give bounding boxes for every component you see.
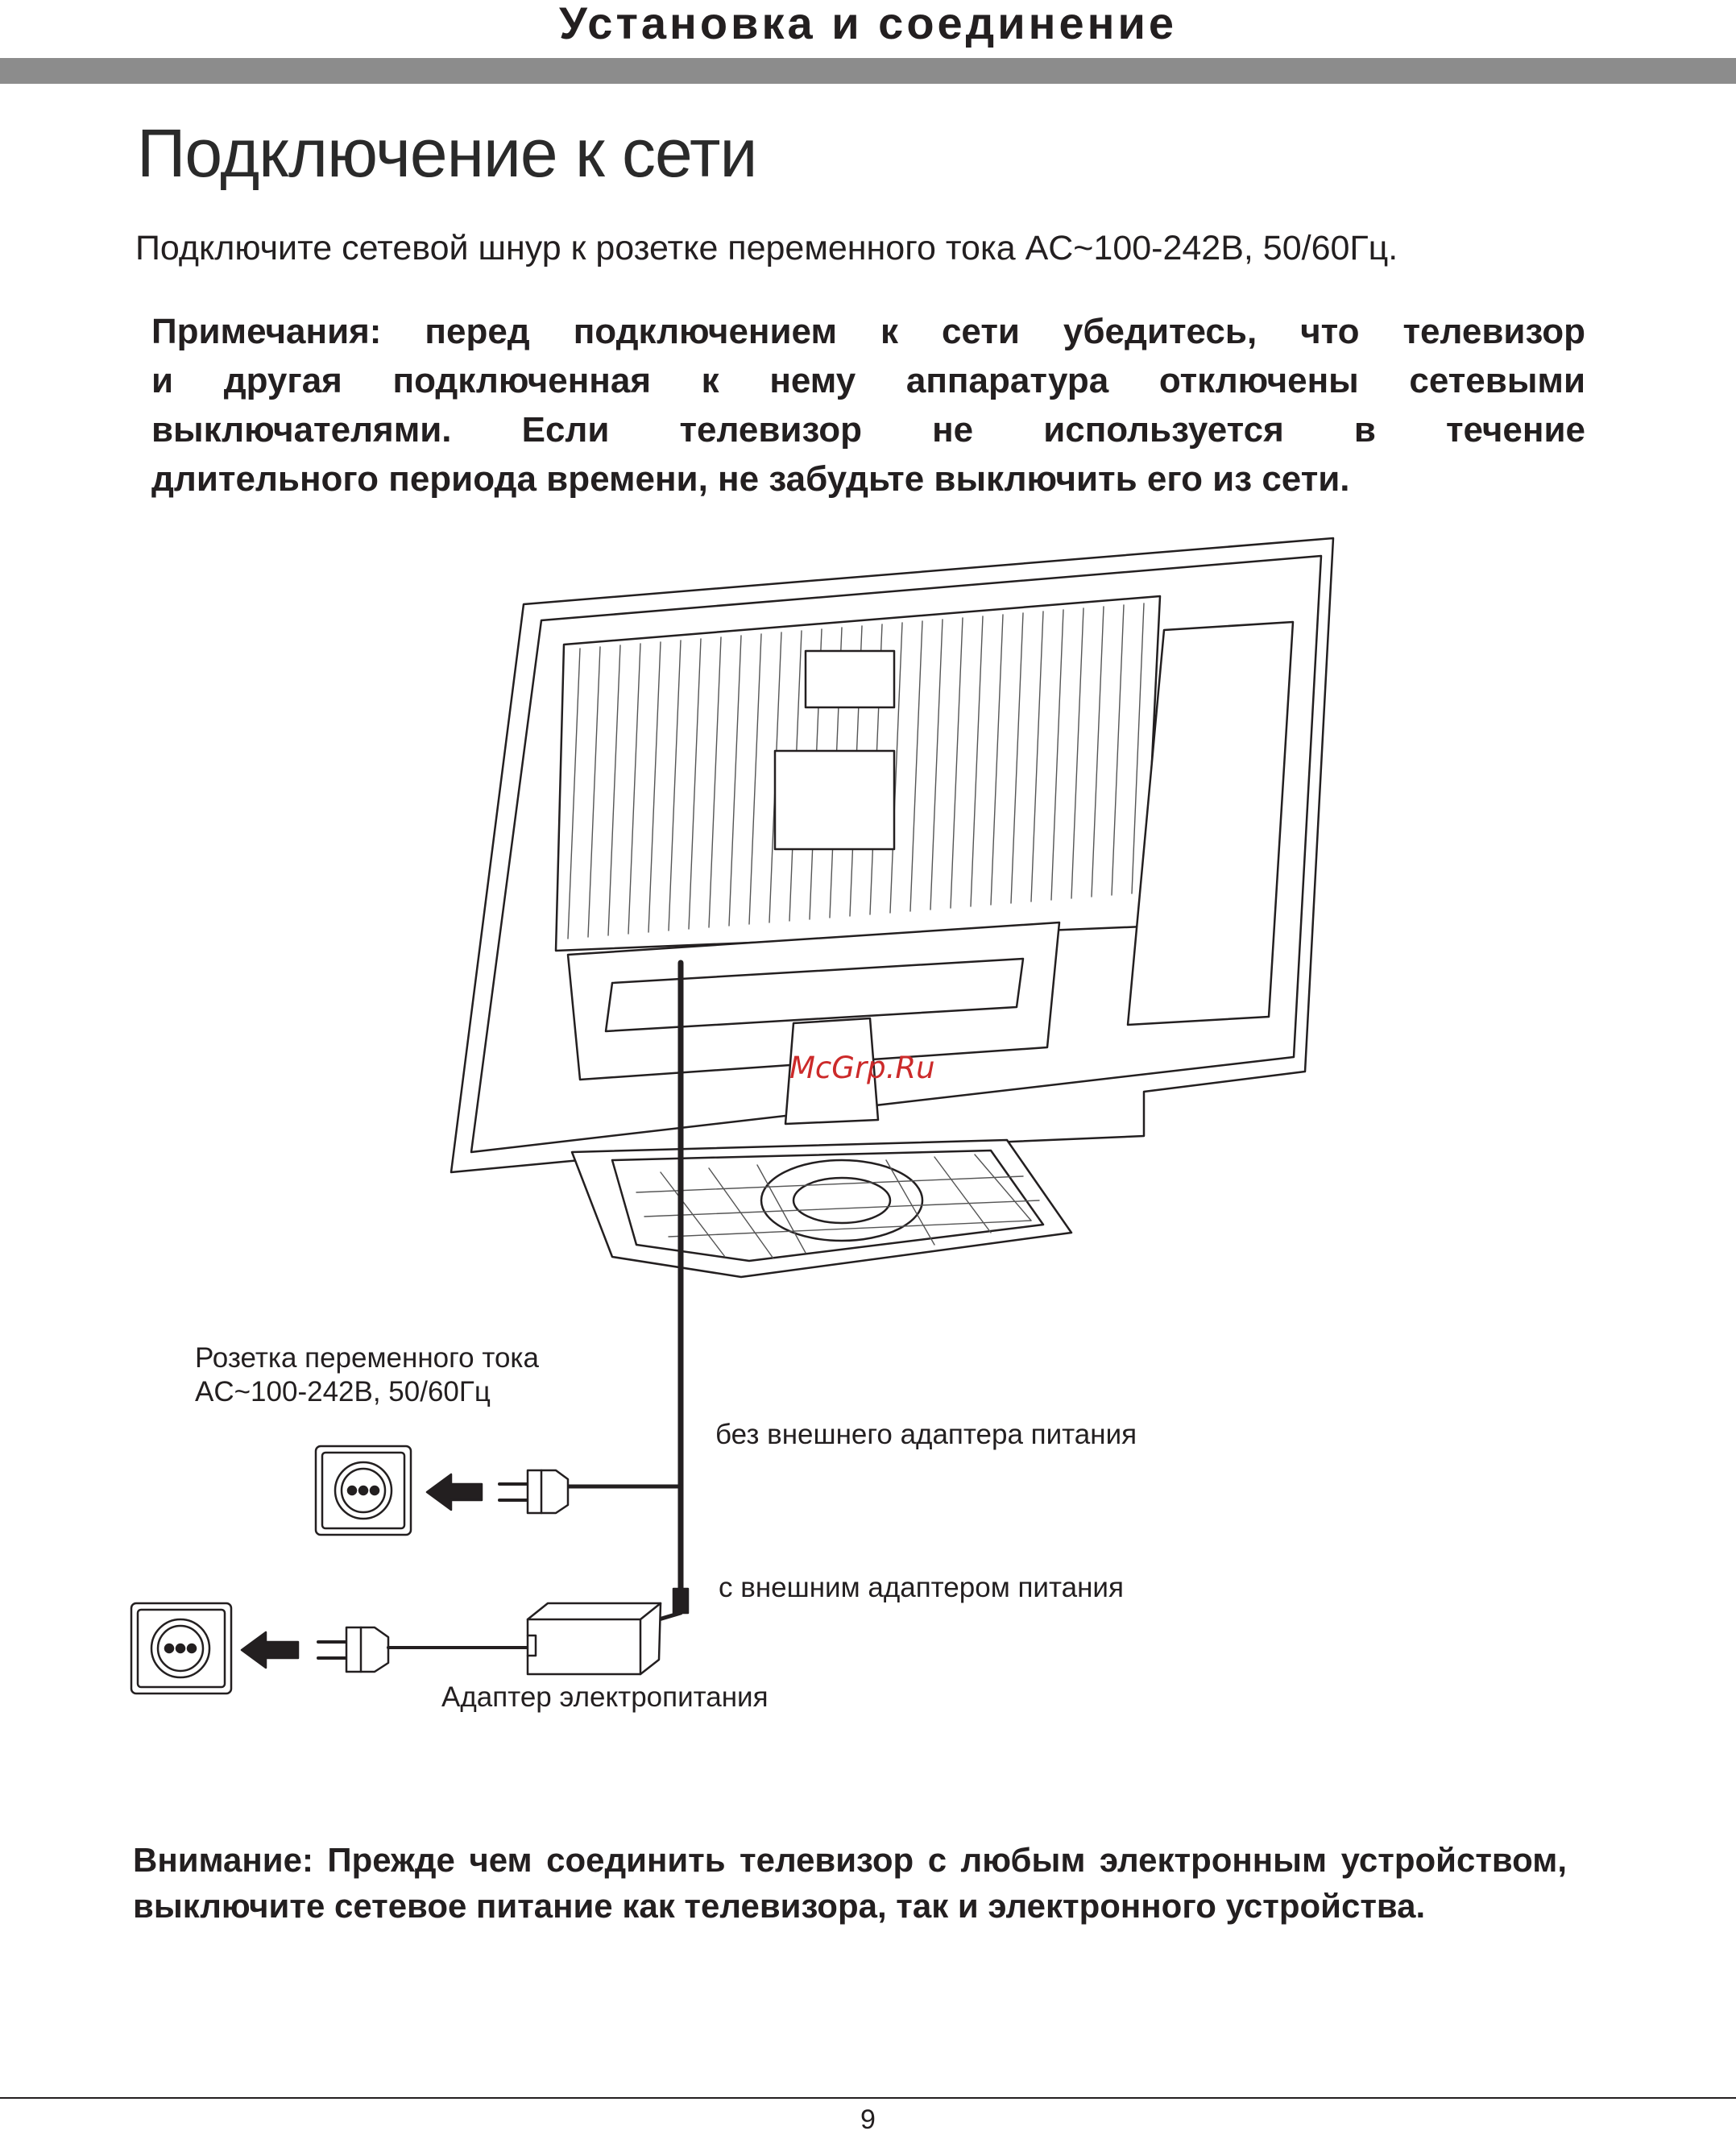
note-line-2: и другая подключенная к нему аппаратура отключены сетевыми [151,361,1585,400]
note-line-3: выключателями. Если телевизор не используется в течение [151,410,1585,450]
warning-paragraph [133,1837,1567,1929]
outlet-label-line-1: Розетка переменного тока [195,1342,539,1374]
arrow-to-upper-socket [427,1474,482,1510]
wall-socket-lower [131,1603,231,1693]
power-adapter [528,1603,661,1674]
intro-paragraph: Подключите сетевой шнур к розетке переменного тока AC~100-242В, 50/60Гц. [135,229,1398,267]
warning-text: : Прежде чем соединить телевизор с любым электронным устройством, выключите сетевое питание как телевизора, так и электронного устройства. [133,1841,1567,1925]
warning-label: Внимание [133,1841,302,1879]
wall-socket-upper [316,1446,411,1535]
without-adapter-label: без внешнего адаптера питания [715,1419,1137,1450]
header-title: Установка и соединение [558,0,1178,48]
plug-lower [318,1627,388,1672]
watermark-text: McGrp.Ru [789,1051,935,1085]
tv-rear-illustration [451,538,1333,1277]
footer-divider [0,2097,1736,2099]
note-line-4: длительного периода времени, не забудьте выключить его из сети. [151,459,1350,499]
outlet-label-line-2: AC~100-242В, 50/60Гц [195,1376,491,1407]
plug-upper [499,1470,568,1513]
note-line-1: Примечания: перед подключением к сети убедитесь, что телевизор [151,312,1585,351]
section-title: Подключение к сети [137,115,757,191]
page-number: 9 [860,2104,876,2135]
with-adapter-label: с внешним адаптером питания [719,1572,1124,1603]
arrow-to-lower-socket [242,1632,298,1668]
adapter-label: Адаптер электропитания [441,1681,769,1713]
